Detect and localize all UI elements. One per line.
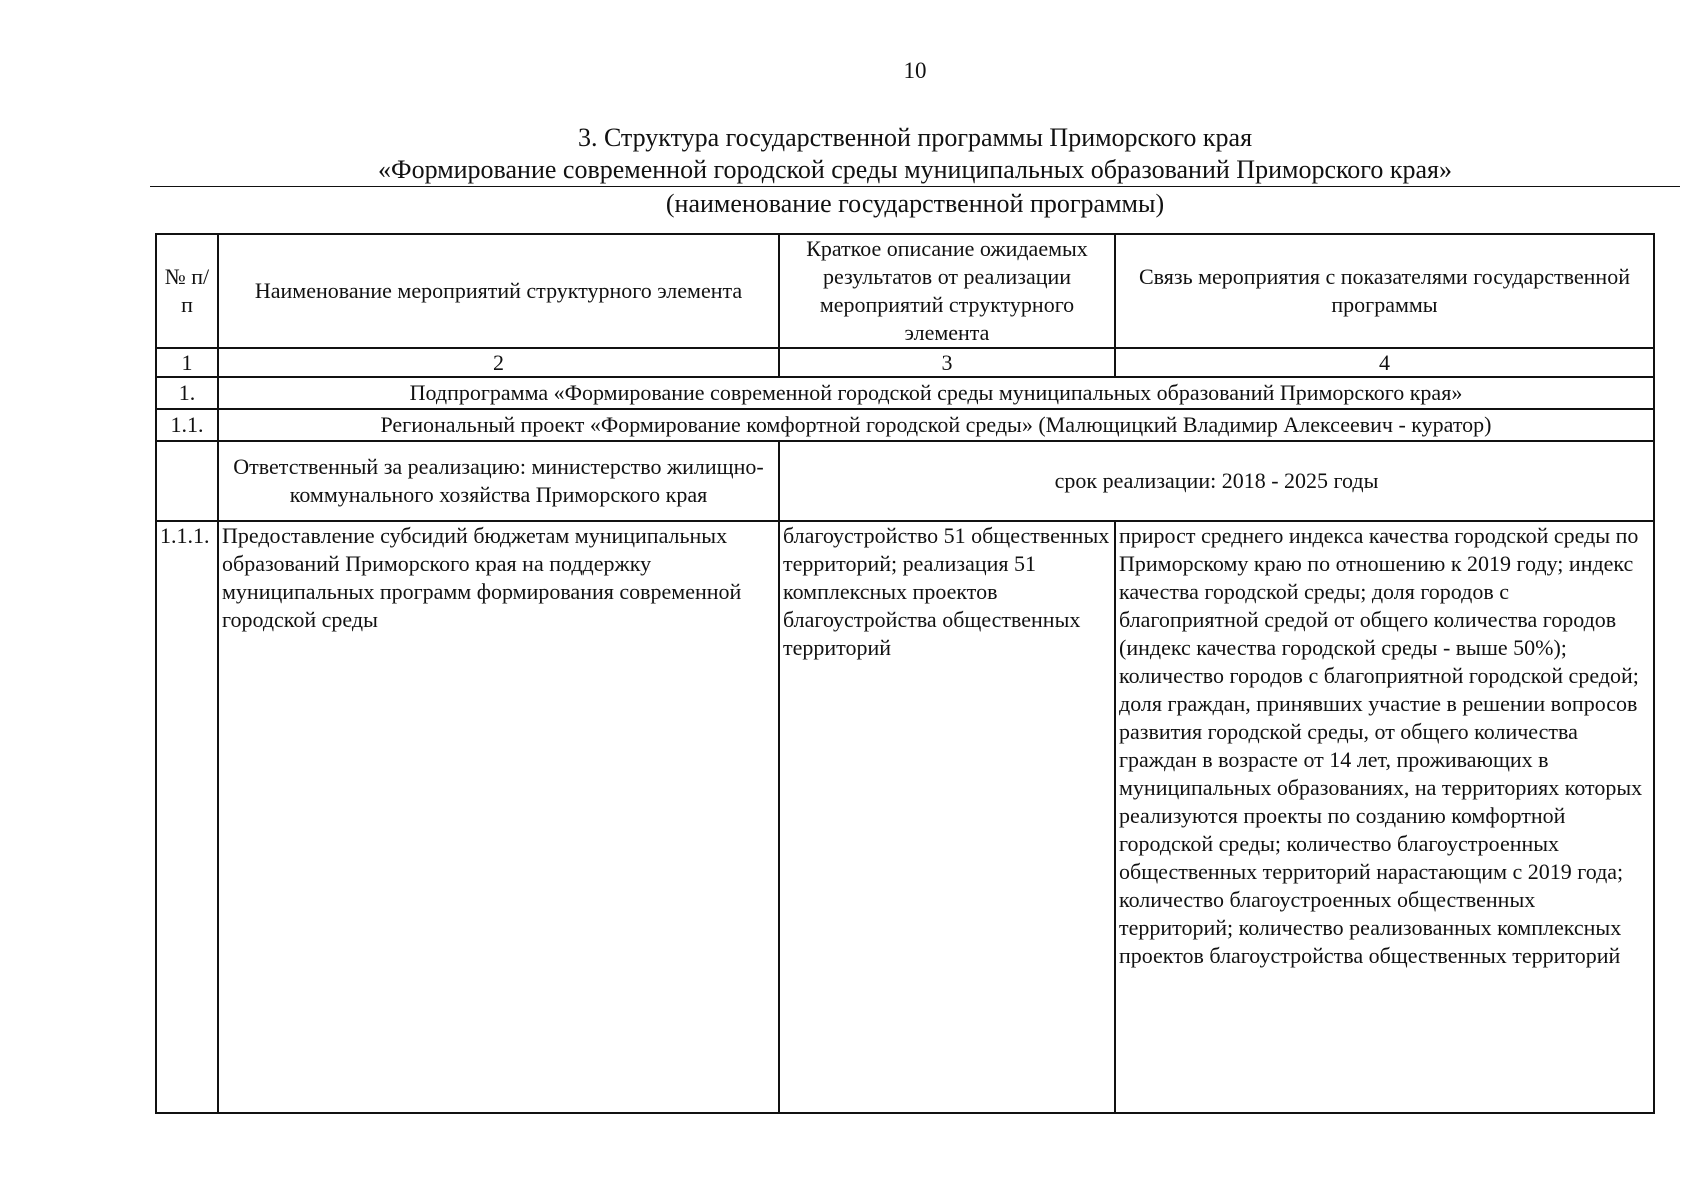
structure-table [155, 233, 1655, 1114]
header-indicators-link: Связь мероприятия с показателями государственной программы [1115, 234, 1654, 348]
column-number: 4 [1115, 348, 1654, 377]
implementation-period: срок реализации: 2018 - 2025 годы [779, 441, 1654, 521]
table-header-row [156, 234, 1654, 348]
program-name: «Формирование современной городской среды муниципальных образований Приморского края» [150, 154, 1680, 187]
column-number: 3 [779, 348, 1115, 377]
header-event-name: Наименование мероприятий структурного элемента [218, 234, 779, 348]
subprogram-number: 1. [156, 377, 218, 409]
project-number: 1.1. [156, 409, 218, 441]
page-number: 10 [903, 58, 927, 83]
header-expected-results: Краткое описание ожидаемых результатов от реализации мероприятий структурного элемента [779, 234, 1115, 348]
project-title: Региональный проект «Формирование комфортной городской среды» (Малющицкий Владимир Алексеевич - куратор) [218, 409, 1654, 441]
column-number: 2 [218, 348, 779, 377]
event-name: Предоставление субсидий бюджетам муниципальных образований Приморского края на поддержку муниципальных программ формирования современной городской среды [218, 521, 779, 1113]
event-number: 1.1.1. [156, 521, 218, 1113]
event-indicators: прирост среднего индекса качества городской среды по Приморскому краю по отношению к 2019 году; индекс качества городской среды; доля городов с благоприятной средой от общего количества городов (индекс качества городской среды - выше 50%); количество городов с благоприятной городской средой; доля граждан, принявших участие в решении вопросов развития городской среды, от общего количества граждан в возрасте от 14 лет, проживающих в муниципальных образованиях, на территориях которых реализуются проекты по созданию комфортной городской среды; количество благоустроенных общественных территорий нарастающим с 2019 года; количество благоустроенных общественных территорий; количество реализованных комплексных проектов благоустройства общественных территорий [1115, 521, 1654, 1113]
subprogram-row [156, 377, 1654, 409]
project-row [156, 409, 1654, 441]
header-number: № п/п [156, 234, 218, 348]
responsible-empty-cell [156, 441, 218, 521]
responsible-row [156, 441, 1654, 521]
document-title: 3. Структура государственной программы Приморского края [577, 123, 1253, 152]
event-results: благоустройство 51 общественных территорий; реализация 51 комплексных проектов благоустройства общественных территорий [779, 521, 1115, 1113]
program-name-caption: (наименование государственной программы) [665, 189, 1165, 218]
responsible-ministry: Ответственный за реализацию: министерство жилищно-коммунального хозяйства Приморского края [218, 441, 779, 521]
column-number: 1 [156, 348, 218, 377]
column-number-row [156, 348, 1654, 377]
subprogram-title: Подпрограмма «Формирование современной городской среды муниципальных образований Приморского края» [218, 377, 1654, 409]
table-row [156, 521, 1654, 1113]
